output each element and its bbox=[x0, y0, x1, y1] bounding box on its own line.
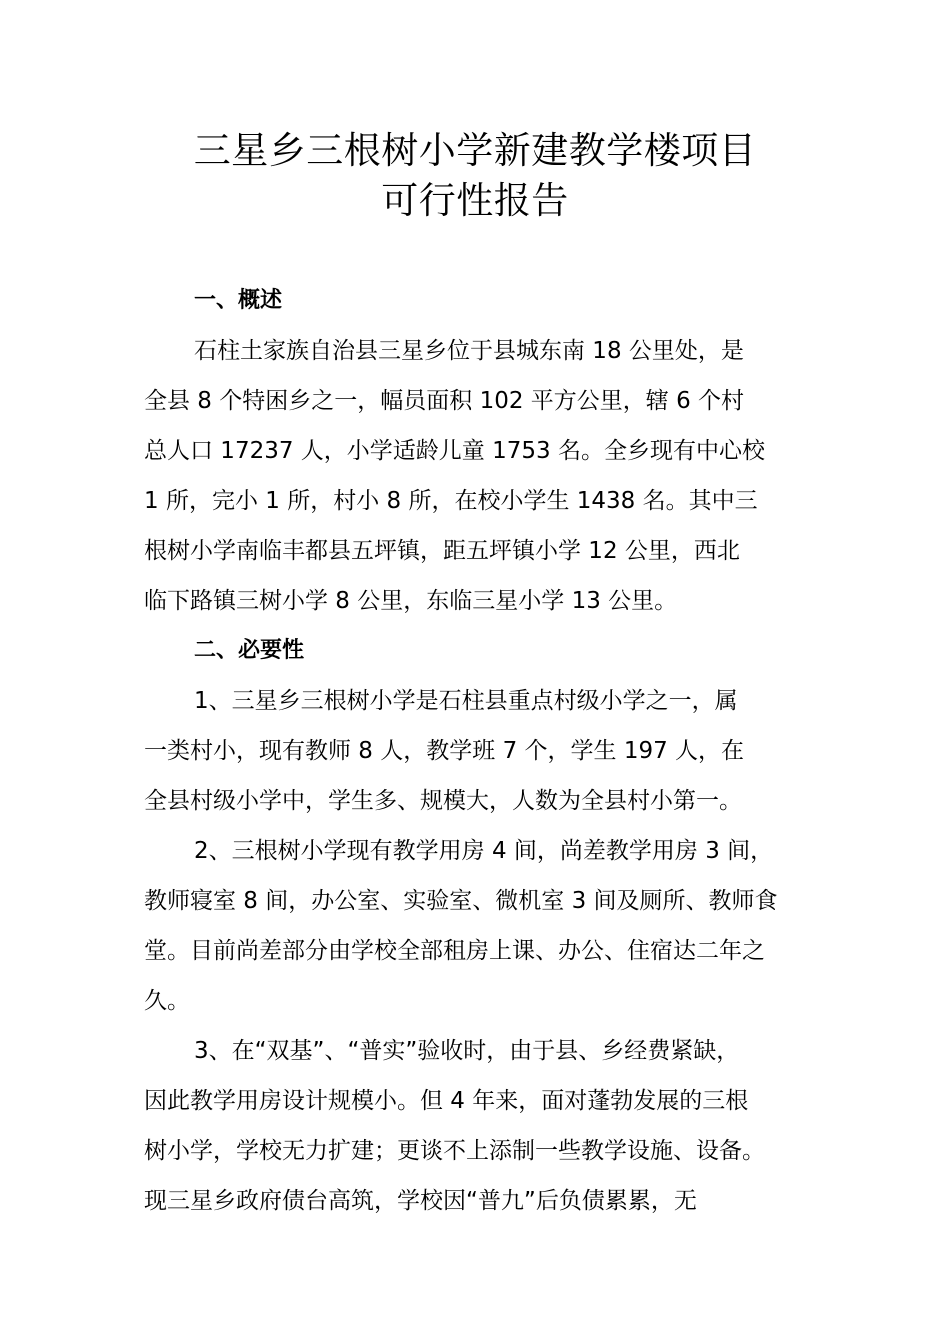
paragraph-line: 全县村级小学中，学生多、规模大，人数为全县村小第一。 bbox=[144, 788, 742, 814]
paragraph-line: 2、三根树小学现有教学用房 4 间，尚差教学用房 3 间， bbox=[194, 838, 774, 864]
document-title-line-2: 可行性报告 bbox=[381, 179, 569, 222]
paragraph-line: 堂。目前尚差部分由学校全部租房上课、办公、住宿达二年之 bbox=[144, 938, 765, 964]
paragraph-line: 一类村小，现有教师 8 人，教学班 7 个，学生 197 人，在 bbox=[144, 738, 745, 764]
paragraph-line: 全县 8 个特困乡之一，幅员面积 102 平方公里，辖 6 个村 bbox=[144, 388, 745, 414]
paragraph-line: 1 所，完小 1 所，村小 8 所，在校小学生 1438 名。其中三 bbox=[144, 488, 758, 514]
paragraph-line: 教师寝室 8 间，办公室、实验室、微机室 3 间及厕所、教师食 bbox=[144, 888, 778, 914]
paragraph-line: 1、三星乡三根树小学是石柱县重点村级小学之一，属 bbox=[194, 688, 738, 714]
paragraph-line: 临下路镇三树小学 8 公里，东临三星小学 13 公里。 bbox=[144, 588, 678, 614]
paragraph-line: 因此教学用房设计规模小。但 4 年来，面对蓬勃发展的三根 bbox=[144, 1088, 749, 1114]
document-title-line-1: 三星乡三根树小学新建教学楼项目 bbox=[193, 129, 757, 172]
paragraph-line: 石柱土家族自治县三星乡位于县城东南 18 公里处，是 bbox=[194, 338, 744, 364]
paragraph-line: 现三星乡政府债台高筑，学校因“普九”后负债累累，无 bbox=[144, 1188, 697, 1214]
paragraph-line: 根树小学南临丰都县五坪镇，距五坪镇小学 12 公里，西北 bbox=[144, 538, 740, 564]
paragraph-line: 久。 bbox=[144, 988, 190, 1014]
paragraph-line: 总人口 17237 人，小学适龄儿童 1753 名。全乡现有中心校 bbox=[144, 438, 765, 464]
section-heading-necessity: 二、必要性 bbox=[194, 638, 305, 663]
paragraph-line: 3、在“双基”、“普实”验收时，由于县、乡经费紧缺， bbox=[194, 1038, 740, 1064]
paragraph-line: 树小学，学校无力扩建；更谈不上添制一些教学设施、设备。 bbox=[144, 1138, 765, 1164]
section-heading-overview: 一、概述 bbox=[194, 288, 283, 313]
